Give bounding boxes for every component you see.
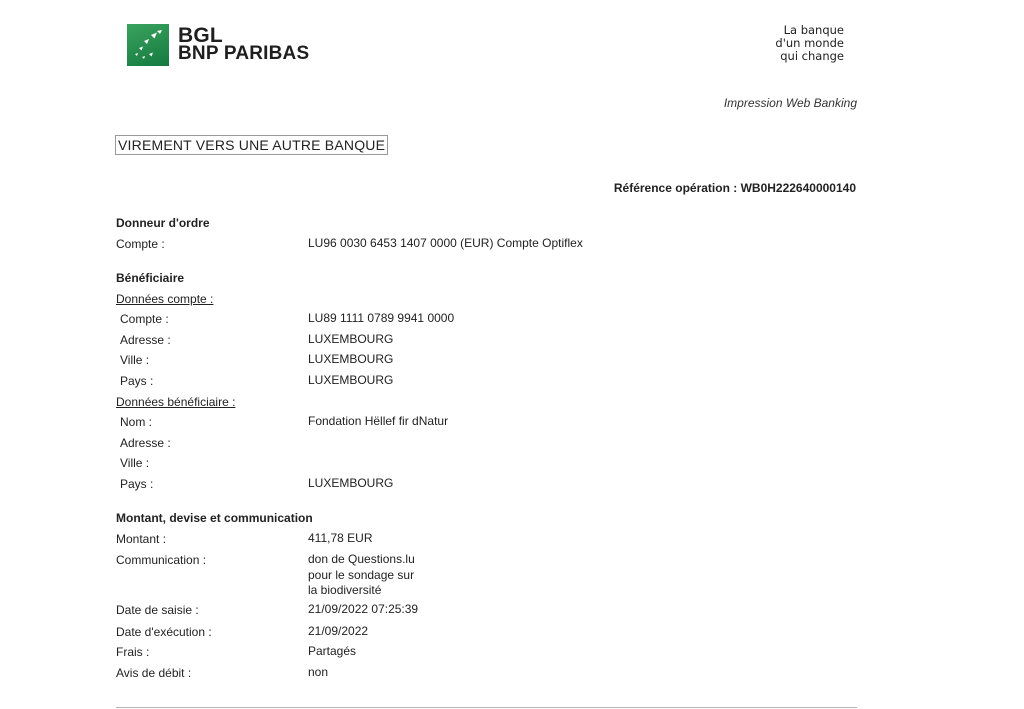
bank-name-line1: BGL (178, 24, 223, 47)
benef-pays-label: Pays : (120, 374, 154, 388)
bank-name-line2: BNP PARIBAS (178, 43, 310, 64)
montant-label: Montant : (116, 532, 167, 546)
benef-ville-value: LUXEMBOURG (308, 352, 394, 366)
slogan-line1: La banque (783, 23, 844, 37)
benef-ville-label: Ville : (120, 353, 150, 367)
donneur-compte-value: LU96 0030 6453 1407 0000 (EUR) Compte Optiflex (308, 236, 583, 250)
benef-compte-label: Compte : (120, 312, 169, 326)
benef-nom-value: Fondation Hëllef fir dNatur (308, 414, 449, 428)
benef-pays2-label: Pays : (120, 477, 154, 491)
communication-value (308, 552, 415, 599)
communication-line2: pour le sondage sur (308, 567, 415, 582)
benef-pays2-value: LUXEMBOURG (308, 476, 394, 490)
communication-line1: don de Questions.lu (308, 552, 415, 566)
communication-label: Communication : (116, 553, 207, 567)
communication-line3: la biodiversité (308, 583, 382, 597)
print-label: Impression Web Banking (723, 96, 857, 110)
date-execution-label: Date d'exécution : (116, 625, 212, 639)
document-title: VIREMENT VERS UNE AUTRE BANQUE (115, 135, 388, 155)
avis-debit-label: Avis de débit : (116, 666, 192, 680)
donnees-compte-heading: Données compte : (116, 292, 214, 306)
benef-compte-value: LU89 1111 0789 9941 0000 (308, 311, 455, 325)
montant-value: 411,78 EUR (308, 531, 373, 545)
bank-name (178, 24, 310, 64)
benef-adresse2-label: Adresse : (120, 436, 171, 450)
bank-slogan (775, 24, 844, 63)
frais-value: Partagés (308, 644, 357, 658)
donnees-beneficiaire-heading: Données bénéficiaire : (116, 395, 236, 409)
benef-adresse-value: LUXEMBOURG (308, 332, 394, 346)
beneficiaire-heading: Bénéficiaire (116, 271, 185, 285)
date-saisie-label: Date de saisie : (116, 603, 199, 617)
footer-divider (116, 707, 857, 708)
benef-pays-value: LUXEMBOURG (308, 373, 394, 387)
date-execution-value: 21/09/2022 (308, 624, 369, 638)
operation-reference: Référence opération : WB0H222640000140 (613, 181, 856, 195)
slogan-line3: qui change (780, 49, 844, 63)
benef-adresse-label: Adresse : (120, 333, 171, 347)
slogan-line2: d'un monde (775, 36, 844, 50)
bnp-stars-icon (127, 24, 169, 66)
frais-label: Frais : (116, 645, 150, 659)
montant-heading: Montant, devise et communication (116, 511, 313, 525)
donneur-heading: Donneur d'ordre (116, 216, 210, 230)
donneur-compte-label: Compte : (116, 237, 165, 251)
benef-nom-label: Nom : (120, 415, 153, 429)
date-saisie-value: 21/09/2022 07:25:39 (308, 602, 419, 616)
avis-debit-value: non (308, 665, 329, 679)
benef-ville2-label: Ville : (120, 456, 150, 470)
bank-logo (127, 24, 309, 66)
